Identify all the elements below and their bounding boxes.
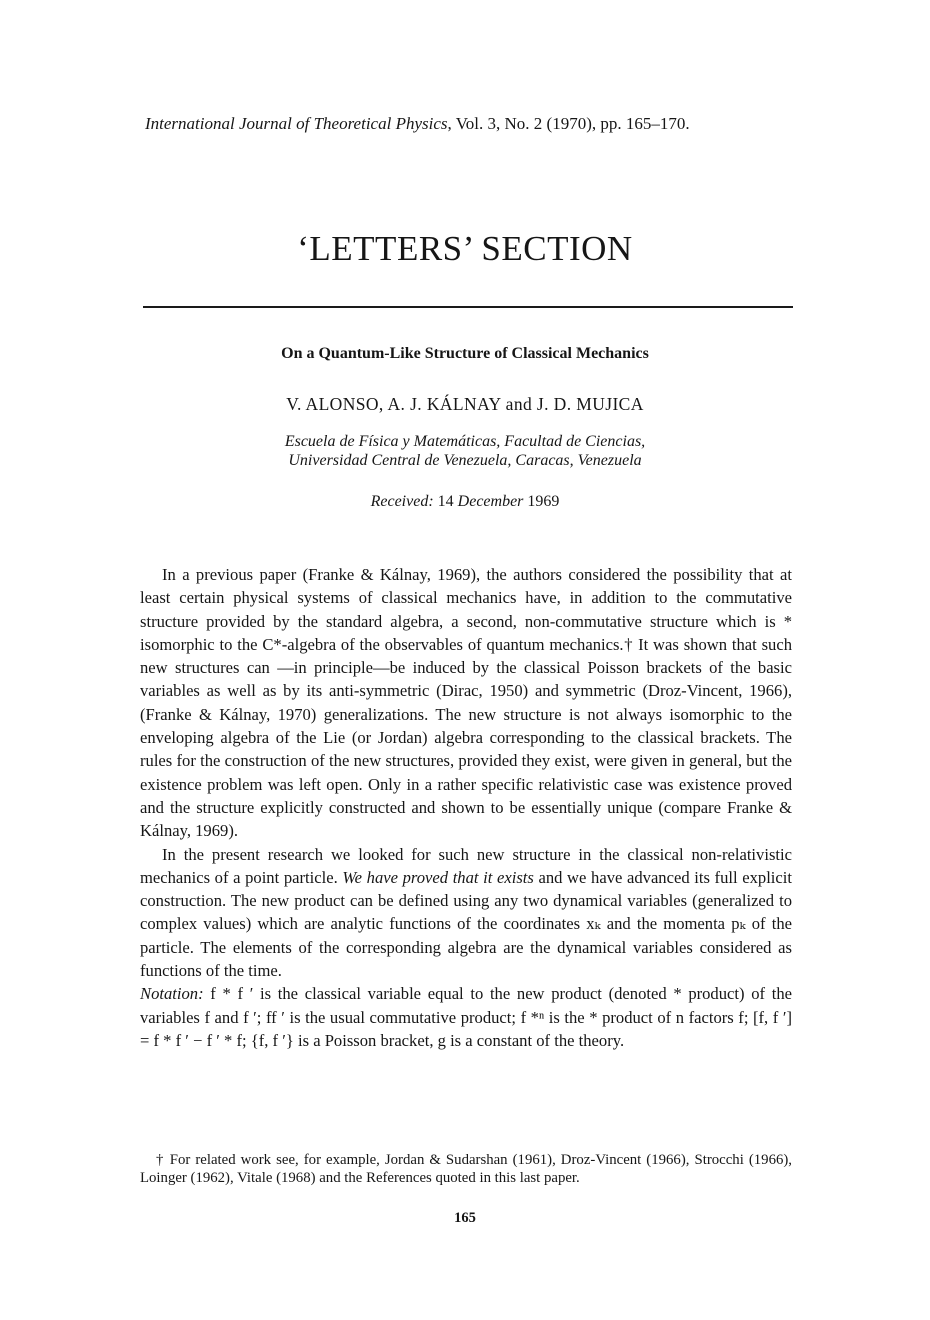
notation-label: Notation: xyxy=(140,984,204,1004)
body-paragraph: In a previous paper (Franke & Kálnay, 1969), the authors considered the possibility that at least certain physical systems of classical mechanics have, in addition to the commutative structure provided by the standard algebra, a second, non-commutative structure which is * isomorphic to the C*-algebra of the observables of quantum mechanics.† It was shown that such new structures can —in principle—be induced by the classical Poisson brackets of the basic variables as well as by its anti-symmetric (Dirac, 1950) and symmetric (Droz-Vincent, 1966), (Franke & Kálnay, 1970) generalizations. The new structure is not always isomorphic to the enveloping algebra of the Lie (or Jordan) algebra corresponding to the classical brackets. The rules for the construction of the new structures, provided they exist, were given in general, but the existence problem was left open. Only in a rather specific relativistic case was existence proved and the structure explicitly constructed and shown to be essentially unique (compare Franke & Kálnay, 1969). xyxy=(140,565,792,841)
footnote: † For related work see, for example, Jordan & Sudarshan (1961), Droz-Vincent (1966), Strocchi (1966), Loinger (1962), Vitale (1968) and the References quoted in this last paper. xyxy=(140,1152,792,1186)
page-number: 165 xyxy=(454,1210,476,1226)
title-rule xyxy=(143,306,793,308)
received-year: 1969 xyxy=(527,493,560,510)
author-affiliation xyxy=(0,432,930,470)
notation-paragraph xyxy=(140,982,792,1052)
section-title: ‘LETTERS’ SECTION xyxy=(297,229,633,268)
journal-volume-pages: , Vol. 3, No. 2 (1970), pp. 165–170. xyxy=(447,114,690,133)
body-text: In the present research we looked for such new structure in the classical non-relativistic mechanics of a point particle. xyxy=(140,844,792,887)
emphasis-text: We have proved that it exists xyxy=(342,867,534,887)
body-text: and we have advanced its full explicit construction. The new product can be defined using any two dynamical variables (generalized to complex values) which are analytic functions of the coordinates xₖ and the momenta pₖ of the particle. The elements of the corresponding algebra are the dynamical variables considered as functions of the time. xyxy=(140,867,792,981)
received-date xyxy=(0,493,930,511)
affiliation-line: Escuela de Física y Matemáticas, Facultad de Ciencias, xyxy=(284,433,646,450)
journal-name: International Journal of Theoretical Physics xyxy=(145,114,448,133)
notation-text: f * f ′ is the classical variable equal to the new product (denoted * product) of the variables f and f ′; ff ′ is the usual commutative product; f *ⁿ is the * product of n factors f; [f, f ′] = f * f ′ − f ′ * f; {f, f ′} is a Poisson bracket, g is a constant of the theory. xyxy=(140,984,792,1050)
article-authors: V. ALONSO, A. J. KÁLNAY and J. D. MUJICA xyxy=(286,394,644,414)
received-label: Received: xyxy=(370,493,434,510)
journal-citation xyxy=(145,114,690,134)
received-month: December xyxy=(457,493,524,510)
affiliation-line: Universidad Central de Venezuela, Caracas, Venezuela xyxy=(288,452,642,469)
article-title: On a Quantum-Like Structure of Classical Mechanics xyxy=(281,345,649,362)
received-day: 14 xyxy=(437,493,454,510)
article-body xyxy=(140,563,792,1052)
body-paragraph xyxy=(140,843,792,983)
